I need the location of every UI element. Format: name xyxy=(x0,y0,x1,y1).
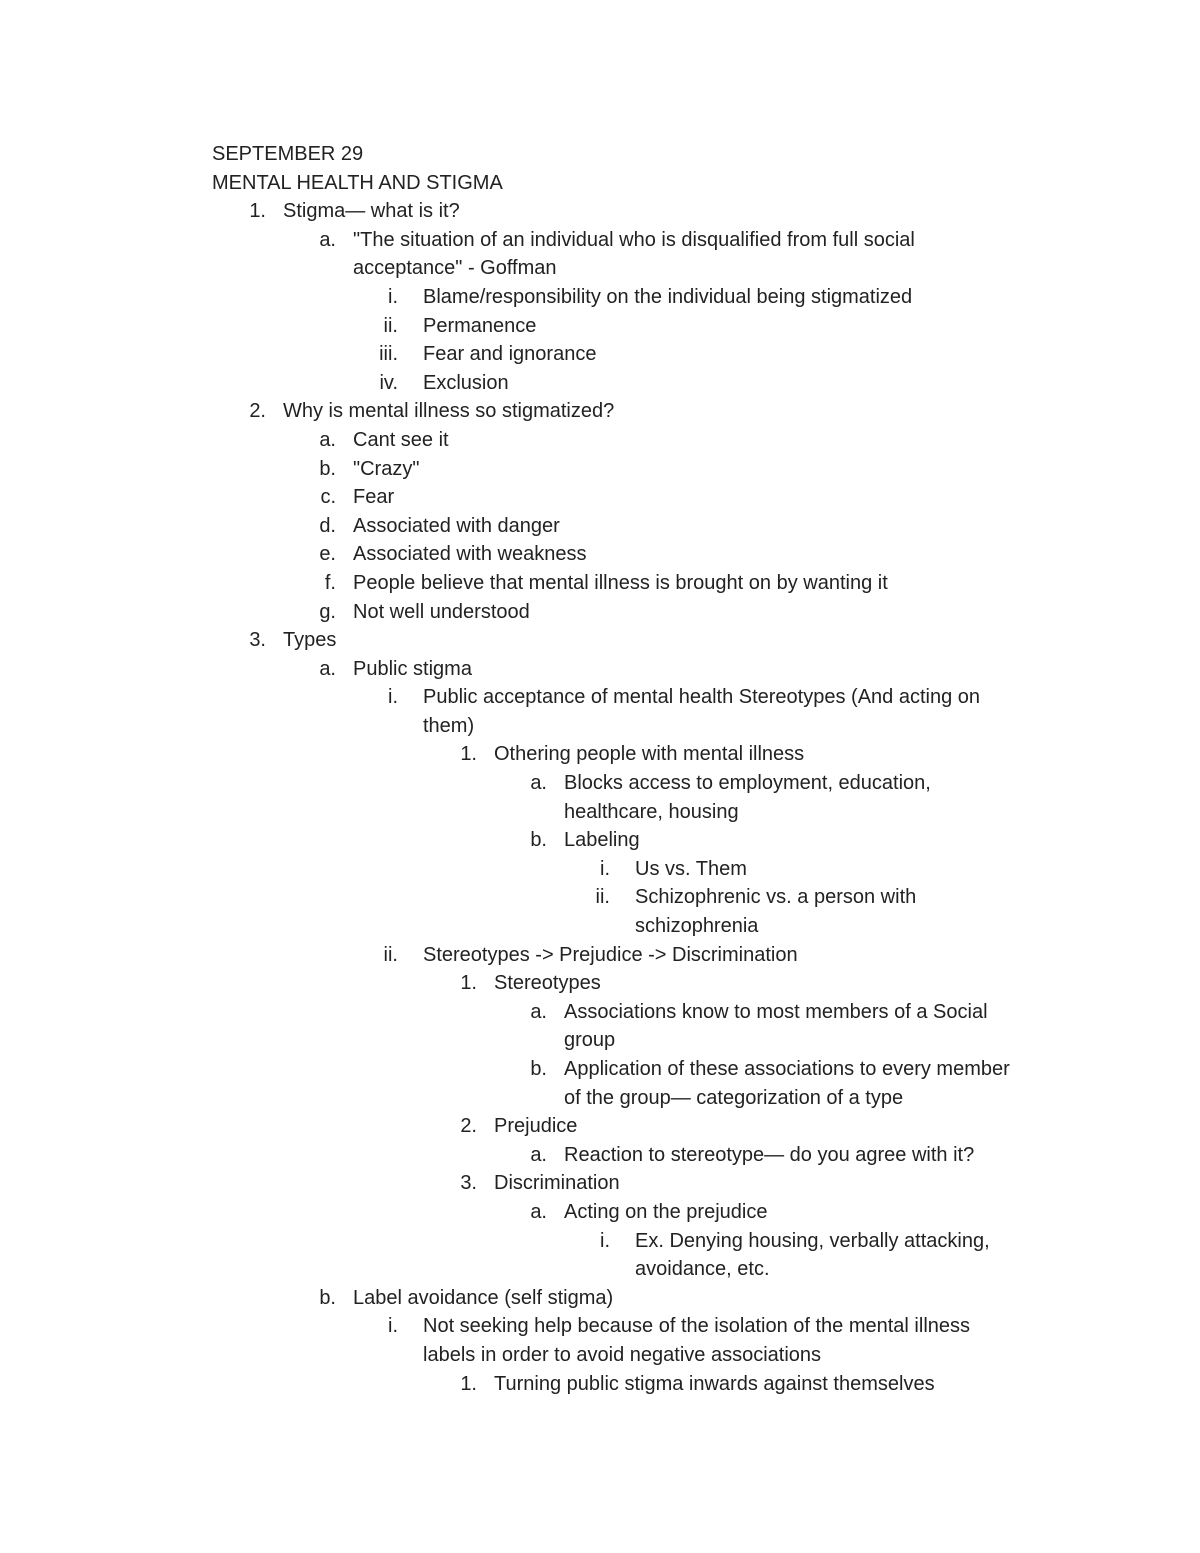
outline-item xyxy=(0,1227,1200,1256)
list-marker: i. xyxy=(600,1229,610,1252)
outline-item-text: Fear xyxy=(353,486,395,509)
outline-item xyxy=(0,1341,1200,1370)
outline-item-text: schizophrenia xyxy=(635,915,759,938)
outline-item xyxy=(0,883,1200,912)
outline-item-text: Acting on the prejudice xyxy=(564,1200,768,1223)
list-marker: iii. xyxy=(379,343,398,366)
outline-item-text: Label avoidance (self stigma) xyxy=(353,1286,614,1309)
outline-item xyxy=(0,1055,1200,1084)
list-marker: i. xyxy=(388,1315,398,1338)
outline-item xyxy=(0,340,1200,369)
list-marker: g. xyxy=(319,600,336,623)
outline-item xyxy=(0,969,1200,998)
list-marker: ii. xyxy=(595,886,610,909)
outline-item xyxy=(0,798,1200,827)
outline-item xyxy=(0,1026,1200,1055)
list-marker: 1. xyxy=(460,1372,477,1395)
outline-item xyxy=(0,998,1200,1027)
outline-item-text: Blame/responsibility on the individual being stigmatized xyxy=(423,285,913,308)
list-marker: f. xyxy=(324,571,336,594)
outline-item xyxy=(0,283,1200,312)
list-marker: i. xyxy=(600,857,610,880)
outline-item xyxy=(0,1370,1200,1399)
outline-item-text: Application of these associations to every member xyxy=(564,1058,1010,1080)
outline-item-text: Cant see it xyxy=(353,428,449,451)
outline-item-text: Not well understood xyxy=(353,600,530,623)
list-marker: d. xyxy=(319,514,336,537)
outline-item xyxy=(0,941,1200,970)
outline-item xyxy=(0,483,1200,512)
outline-item xyxy=(0,1284,1200,1313)
list-marker: a. xyxy=(319,428,336,451)
list-marker: 1. xyxy=(460,972,477,995)
outline-item-text: Associated with danger xyxy=(353,514,560,537)
outline-item xyxy=(0,540,1200,569)
page-title: MENTAL HEALTH AND STIGMA xyxy=(212,171,503,194)
list-marker: 2. xyxy=(249,400,266,423)
outline-item xyxy=(0,369,1200,398)
outline-item xyxy=(0,512,1200,541)
outline-item-text: Othering people with mental illness xyxy=(494,743,805,766)
outline-item-text: Public stigma xyxy=(353,657,472,680)
list-marker: b. xyxy=(319,457,336,480)
outline-item-text: healthcare, housing xyxy=(564,800,739,823)
list-marker: 2. xyxy=(460,1115,477,1138)
outline-item-text: Labeling xyxy=(564,829,640,852)
list-marker: 3. xyxy=(460,1172,477,1195)
list-marker: a. xyxy=(530,772,547,795)
outline-item-text: Reaction to stereotype— do you agree with it? xyxy=(564,1143,975,1166)
outline-item xyxy=(0,1169,1200,1198)
list-marker: a. xyxy=(530,1143,547,1166)
outline-item xyxy=(0,912,1200,941)
list-marker: a. xyxy=(530,1000,547,1023)
list-marker: c. xyxy=(320,486,336,509)
outline-item xyxy=(0,312,1200,341)
outline-item-text: "Crazy" xyxy=(353,457,420,480)
list-marker: i. xyxy=(388,285,398,308)
outline-item xyxy=(0,598,1200,627)
outline-item-text: Exclusion xyxy=(423,371,509,394)
outline-item-text: Fear and ignorance xyxy=(423,343,597,366)
list-marker: i. xyxy=(388,686,398,709)
outline-item xyxy=(0,569,1200,598)
outline-item xyxy=(0,1084,1200,1113)
list-marker: b. xyxy=(530,829,547,852)
outline-item-text: Prejudice xyxy=(494,1115,578,1138)
outline-item xyxy=(0,397,1200,426)
outline-item-text: Associated with weakness xyxy=(353,543,587,566)
outline-item-text: Permanence xyxy=(423,314,537,337)
outline-item xyxy=(0,712,1200,741)
list-marker: b. xyxy=(319,1286,336,1309)
outline-item-text: acceptance" - Goffman xyxy=(353,257,557,280)
list-marker: a. xyxy=(319,228,336,251)
list-marker: ii. xyxy=(383,314,398,337)
date-heading: SEPTEMBER 29 xyxy=(212,143,364,165)
outline-item-text: Stigma— what is it? xyxy=(283,200,460,223)
outline-item xyxy=(0,254,1200,283)
outline-item xyxy=(0,426,1200,455)
outline-list xyxy=(0,197,1200,1398)
outline-item-text: of the group— categorization of a type xyxy=(564,1086,904,1109)
outline-item xyxy=(0,655,1200,684)
list-marker: iv. xyxy=(379,371,398,394)
outline-item-text: Stereotypes xyxy=(494,972,601,995)
outline-item-text: Types xyxy=(283,629,337,652)
outline-item xyxy=(0,1312,1200,1341)
outline-item-text: Discrimination xyxy=(494,1172,620,1195)
outline-item-text: Not seeking help because of the isolation of the mental illness xyxy=(423,1315,971,1338)
list-marker: ii. xyxy=(383,943,398,966)
outline-item-text: Ex. Denying housing, verbally attacking, xyxy=(635,1229,990,1252)
list-marker: 1. xyxy=(249,200,266,223)
outline-item xyxy=(0,1112,1200,1141)
outline-item-text: People believe that mental illness is brought on by wanting it xyxy=(353,571,888,594)
outline-item-text: Why is mental illness so stigmatized? xyxy=(283,400,615,423)
list-marker: a. xyxy=(530,1200,547,1223)
list-marker: a. xyxy=(319,657,336,680)
outline-item xyxy=(0,855,1200,884)
outline-item-text: Blocks access to employment, education, xyxy=(564,772,931,795)
outline-item xyxy=(0,1198,1200,1227)
outline-item xyxy=(0,226,1200,255)
list-marker: 3. xyxy=(249,629,266,652)
outline-item xyxy=(0,197,1200,226)
outline-item xyxy=(0,769,1200,798)
outline-item-text: Stereotypes -> Prejudice -> Discrimination xyxy=(423,943,798,966)
list-marker: b. xyxy=(530,1058,547,1080)
list-marker: e. xyxy=(319,543,336,566)
outline-item xyxy=(0,683,1200,712)
outline-item-text: group xyxy=(564,1029,616,1052)
outline-item xyxy=(0,826,1200,855)
outline-item-text: "The situation of an individual who is disqualified from full social xyxy=(353,228,915,251)
list-marker: 1. xyxy=(460,743,477,766)
outline-item-text: labels in order to avoid negative associations xyxy=(423,1343,822,1366)
outline-item xyxy=(0,1141,1200,1170)
outline-item-text: Public acceptance of mental health Stereotypes (And acting on xyxy=(423,686,981,709)
outline-item xyxy=(0,1255,1200,1284)
outline-item-text: them) xyxy=(423,714,475,737)
outline-item-text: avoidance, etc. xyxy=(635,1258,770,1281)
outline-item-text: Associations know to most members of a Social xyxy=(564,1000,988,1023)
outline-item-text: Us vs. Them xyxy=(635,857,747,880)
outline-item xyxy=(0,740,1200,769)
outline-item xyxy=(0,455,1200,484)
outline-item-text: Turning public stigma inwards against themselves xyxy=(494,1372,935,1395)
outline-item xyxy=(0,626,1200,655)
outline-item-text: Schizophrenic vs. a person with xyxy=(635,886,917,909)
